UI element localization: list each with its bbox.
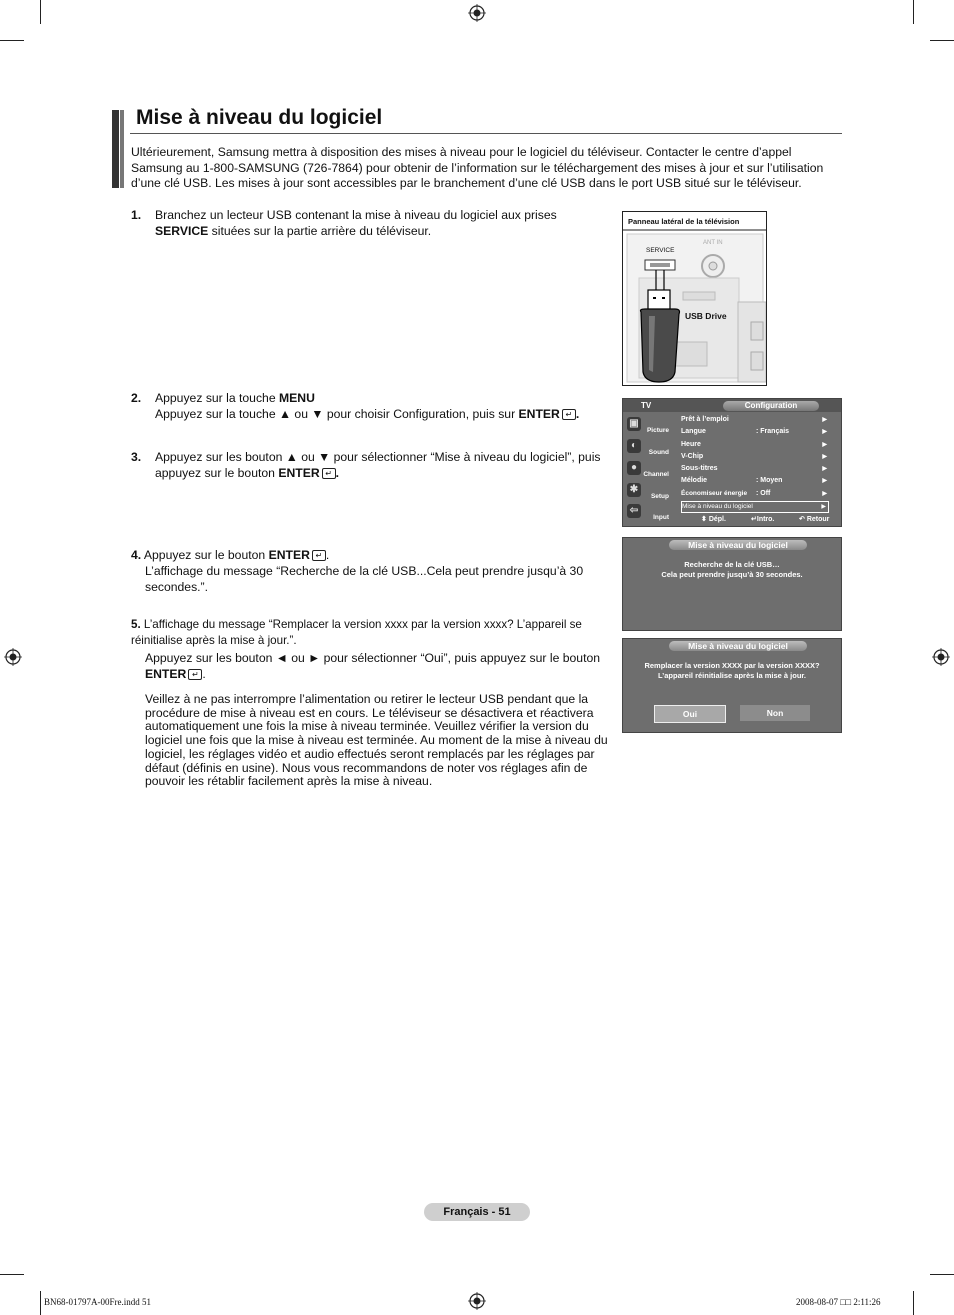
warning-paragraph: Veillez à ne pas interrompre l’alimentation ou retirer le lecteur USB pendant que la procédure de mise à niveau est en cours. Le téléviseur se désactivera et réactivera automatiquement une fois la mise à niveau terminée. Veuillez vérifier la version du logiciel une fois que la mise à niveau est terminée. Au moment de la mise à niveau du logiciel, les réglages vidéo et audio effectués seront remplacés par les réglages par défaut (définis en usine). Nous vous recommandons de noter vos réglages afin de pouvoir les rétablir facilement après la mise à niveau. [145,692,608,789]
screen-header: Mise à niveau du logiciel [669,540,807,550]
move-hint: ⬍ Dépl. [701,516,726,523]
menu-item-captions[interactable] [681,463,829,475]
crop-mark [930,1274,954,1275]
menu-item-label: Sous-titres [681,465,718,473]
title-accent-bar [120,110,124,188]
crop-mark [913,1291,914,1315]
enter-icon: ↵ [751,516,757,523]
side-menu-label: Channel [643,471,669,478]
arrow-right-icon: ▶ [822,453,827,460]
screen-message [623,560,841,580]
setup-menu-screen [622,398,842,527]
menu-item-label: V-Chip [681,452,704,460]
ant-in-label: ANT IN [703,240,723,246]
menu-item-energy-saving[interactable] [681,488,829,500]
registration-mark-icon [468,4,486,22]
crop-mark [913,0,914,24]
menu-item-label: Économiseur énergie [681,489,748,497]
crop-mark [40,0,41,24]
enter-hint: ↵Intro. [751,516,775,523]
step-number: 4. [131,548,142,562]
screen-message [623,661,841,681]
menu-item-label: Prêt à l’emploi [681,416,729,423]
file-slug: BN68-01797A-00Fre.indd 51 [44,1297,151,1307]
menu-item-vchip[interactable] [681,451,829,463]
step-number: 1. [131,208,142,222]
setup-icon: ✱ [627,483,641,497]
no-button[interactable]: Non [740,705,810,721]
title-divider [130,133,842,134]
step-text: L’affichage du message “Remplacer la version xxxx par la version xxxx? L’appareil se réinitialise après la mise à jour.”. [131,618,582,647]
input-icon: ⇦ [627,504,641,518]
menu-item-value: : Français [756,428,790,436]
arrow-right-icon: ▶ [822,490,827,497]
step-keyword: ENTER [518,407,560,421]
step-text: Appuyez sur le bouton [141,548,269,562]
picture-icon: ▣ [627,417,641,431]
registration-mark-icon [4,648,22,666]
step-keyword: ENTER [278,466,320,480]
enter-icon: ↵ [562,409,576,420]
menu-source-label: TV [641,401,652,410]
step-5: 5. L’affichage du message “Remplacer la version xxxx par la version xxxx? L’appareil se réinitialise après la mise à jour.”. Appuyez sur les bouton ◄ ou ► pour sélectionner “Oui”, puis appuyez sur le bouton ENTER ↵ . Veillez à ne pas interrompre l’alimentation ou retirer le lecteur USB pendant que la procédure de mise à niveau est en cours. Le téléviseur se désactivera et réactivera automatiquement une fois la mise à niveau terminée. Veuillez vérifier la version du logiciel une fois que la mise à niveau est terminée. Au moment de la mise à niveau du logiciel, les réglages vidéo et audio effectués seront remplacés par les réglages par défaut (définis en usine). Nous vous recommandons de noter vos réglages afin de pouvoir les rétablir facilement après la mise à niveau. [131,618,608,789]
page-title: Mise à niveau du logiciel [136,106,383,129]
side-menu-picture[interactable] [625,415,671,435]
message-line: Cela peut prendre jusqu’à 30 secondes. [661,570,803,579]
arrow-right-icon: ▶ [822,417,827,423]
move-icon: ⬍ [701,516,707,523]
date-slug: 2008-08-07 □□ 2:11:26 [796,1297,881,1307]
step-text: Appuyez sur la touche [155,391,279,405]
crop-mark [930,40,954,41]
enter-icon: ↵ [188,669,202,680]
side-menu-sound[interactable] [625,437,671,457]
replace-version-screen [622,638,842,733]
step-text: Appuyez sur les bouton ◄ ou ► pour sélectionner “Oui”, puis appuyez sur le bouton [145,651,601,665]
registration-mark-icon [932,648,950,666]
message-line: Remplacer la version XXXX par la version XXXX? [644,661,820,670]
step-1 [131,207,571,239]
step-keyword: MENU [278,391,315,405]
screen-header: Mise à niveau du logiciel [669,641,807,651]
step-2: 2. Appuyez sur la touche MENU Appuyez sur la touche ▲ ou ▼ pour choisir Configuration, puis sur ENTER ↵ . [131,391,580,421]
step-number: 5. [131,618,141,631]
step-keyword: ENTER [145,667,187,681]
menu-item-label: Mélodie [681,477,708,485]
side-menu-setup[interactable] [625,481,671,501]
menu-item-melody[interactable] [681,475,829,487]
side-menu-label: Setup [650,493,669,500]
page-number-badge: Français - 51 [424,1203,530,1221]
message-line: L’appareil réinitialise après la mise à jour. [658,671,806,680]
step-text: Branchez un lecteur USB contenant la mise à niveau du logiciel aux prises [155,208,557,222]
crop-mark [0,1274,24,1275]
step-3: 3. Appuyez sur les bouton ▲ ou ▼ pour sélectionner “Mise à niveau du logiciel”, puis appuyez sur le bouton ENTER ↵ . [131,450,601,480]
crop-mark [40,1291,41,1315]
side-menu-label: Picture [646,427,669,434]
service-port-label: SERVICE [646,247,675,254]
step-4: 4. Appuyez sur le bouton ENTER ↵ . L’affichage du message “Recherche de la clé USB...Cela peut prendre jusqu’à 30 secondes.”. [131,547,601,595]
arrow-right-icon: ▶ [822,429,827,436]
step-text: situées sur la partie arrière du téléviseur. [208,224,432,238]
intro-paragraph: Ultérieurement, Samsung mettra à disposition des mises à niveau pour le logiciel du téléviseur. Contacter le centre d’appel Samsung au 1-800-SAMSUNG (726-7864) pour obtenir de l’information sur le téléchargement des mises à jour et sur l’utilisation d’une clé USB. Les mises à jour sont accessibles par le branchement d’une clé USB dans le port USB situé sur le téléviseur. [131,145,824,190]
registration-mark-icon [468,1292,486,1310]
menu-item-time[interactable] [681,439,829,451]
menu-item-value: : Off [756,489,771,497]
step-number: 3. [131,450,142,464]
menu-item-label: Mise à niveau du logiciel [682,503,753,511]
tv-side-panel-illustration [622,211,767,386]
step-text: Appuyez sur la touche ▲ ou ▼ pour choisir Configuration, puis sur [155,407,519,421]
step-number: 2. [131,391,142,405]
menu-item-plug-and-play[interactable] [681,414,829,426]
title-accent-bar [112,110,119,188]
setup-menu-list [681,414,829,513]
side-menu-label: Input [653,514,669,521]
menu-title: Configuration [723,401,819,411]
usb-search-screen [622,537,842,631]
yes-button[interactable]: Oui [654,705,726,723]
step-text: Appuyez sur les bouton ▲ ou ▼ pour sélectionner “Mise à niveau du logiciel”, puis appuyez sur le bouton [155,450,601,480]
arrow-right-icon: ▶ [822,478,827,485]
menu-item-language[interactable] [681,426,829,438]
panel-caption: Panneau latéral de la télévision [628,217,740,226]
enter-icon: ↵ [322,468,336,479]
crop-mark [0,40,24,41]
message-line: Recherche de la clé USB… [684,560,780,569]
usb-drive-label: USB Drive [685,311,727,321]
side-menu-label: Sound [648,449,669,456]
sound-icon: ◐ [627,439,641,453]
channel-icon: ● [627,461,641,475]
menu-item-label: Langue [681,428,706,436]
step-keyword: ENTER [268,548,310,562]
arrow-right-icon: ▶ [821,504,826,511]
return-icon: ↶ [799,516,805,523]
menu-item-value: : Moyen [756,477,783,485]
menu-item-label: Heure [681,440,701,448]
step-text: L’affichage du message “Recherche de la clé USB...Cela peut prendre jusqu’à 30 secondes.”. [145,564,584,594]
return-hint: ↶ Retour [799,516,830,523]
step-keyword: SERVICE [155,224,209,238]
panel-drawing [623,212,766,385]
menu-footer [623,513,841,526]
arrow-right-icon: ▶ [822,466,827,473]
enter-icon: ↵ [312,550,326,561]
side-menu-channel[interactable] [625,459,671,479]
menu-item-software-upgrade[interactable] [681,501,829,513]
arrow-right-icon: ▶ [822,441,827,448]
